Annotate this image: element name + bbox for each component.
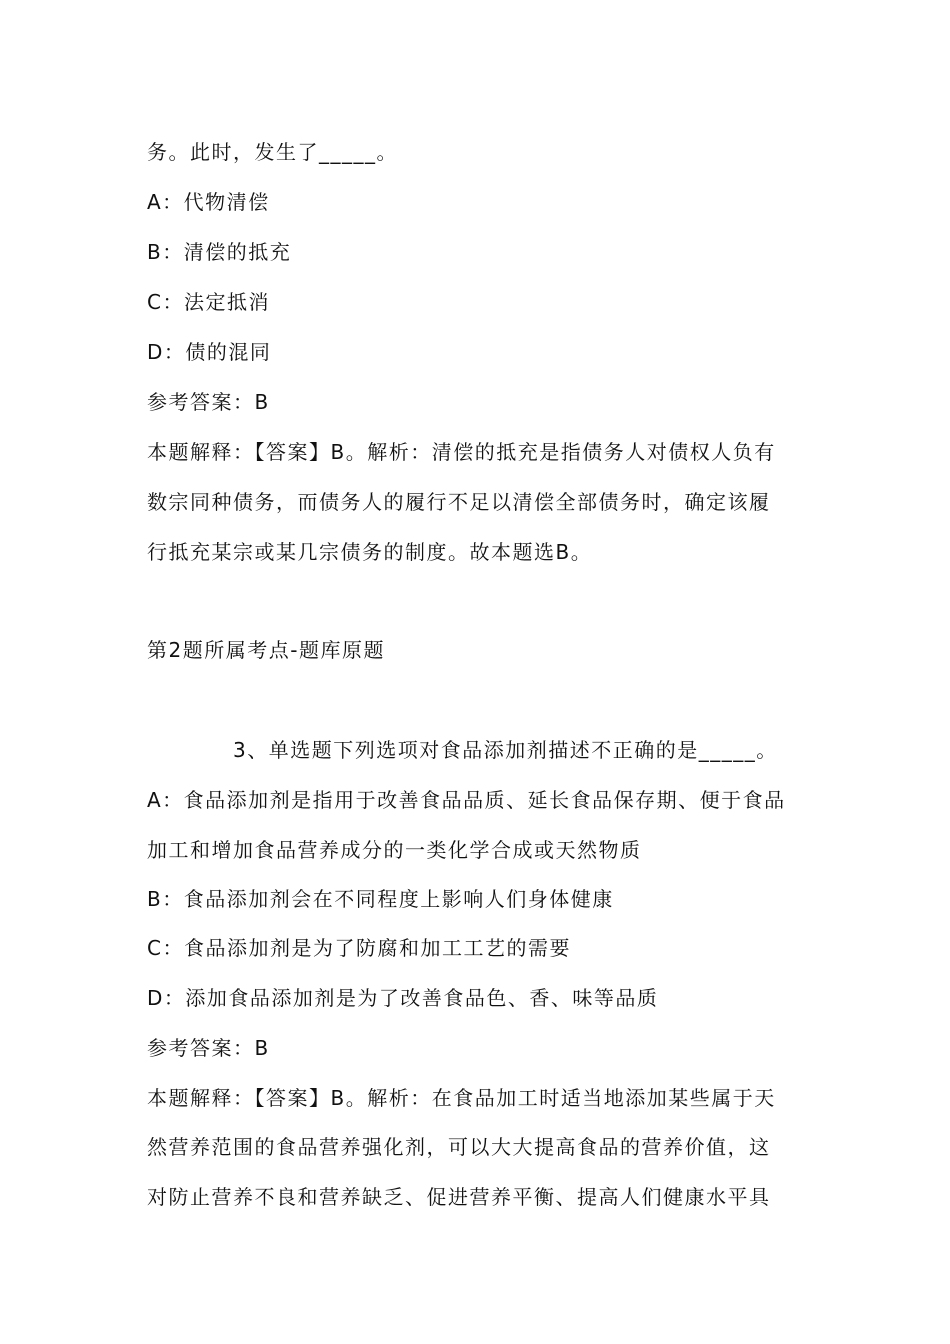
question-3-answer: 参考答案：B [147,1036,270,1060]
question-2-option-a: A：代物清偿 [147,190,270,214]
question-3-option-a-continued: 加工和增加食品营养成分的一类化学合成或天然物质 [147,838,642,862]
question-3-option-a: A：食品添加剂是指用于改善食品品质、延长食品保存期、便于食品 [147,788,786,812]
question-3-explanation-line: 本题解释：【答案】B。解析：在食品加工时适当地添加某些属于天 [147,1086,776,1110]
question-2-explanation-line: 行抵充某宗或某几宗债务的制度。故本题选B。 [147,540,593,564]
question-2-explanation-line: 本题解释：【答案】B。解析：清偿的抵充是指债务人对债权人负有 [147,440,776,464]
question-2-topic: 第2题所属考点-题库原题 [147,638,385,662]
question-3-option-c: C：食品添加剂是为了防腐和加工工艺的需要 [147,936,571,960]
question-2-answer: 参考答案：B [147,390,270,414]
question-3-explanation-line: 然营养范围的食品营养强化剂，可以大大提高食品的营养价值，这 [147,1135,771,1159]
question-3-option-d: D：添加食品添加剂是为了改善食品色、香、味等品质 [147,986,659,1010]
question-3-stem: 3、单选题下列选项对食品添加剂描述不正确的是_____。 [233,738,778,762]
question-2-option-b: B：清偿的抵充 [147,240,292,264]
question-2-explanation-line: 数宗同种债务，而债务人的履行不足以清偿全部债务时，确定该履 [147,490,771,514]
question-2-option-c: C：法定抵消 [147,290,270,314]
question-3-explanation-line: 对防止营养不良和营养缺乏、促进营养平衡、提高人们健康水平具 [147,1185,771,1209]
question-2-stem-tail: 务。此时，发生了_____。 [147,140,398,164]
question-2-option-d: D：债的混同 [147,340,272,364]
question-3-option-b: B：食品添加剂会在不同程度上影响人们身体健康 [147,887,614,911]
